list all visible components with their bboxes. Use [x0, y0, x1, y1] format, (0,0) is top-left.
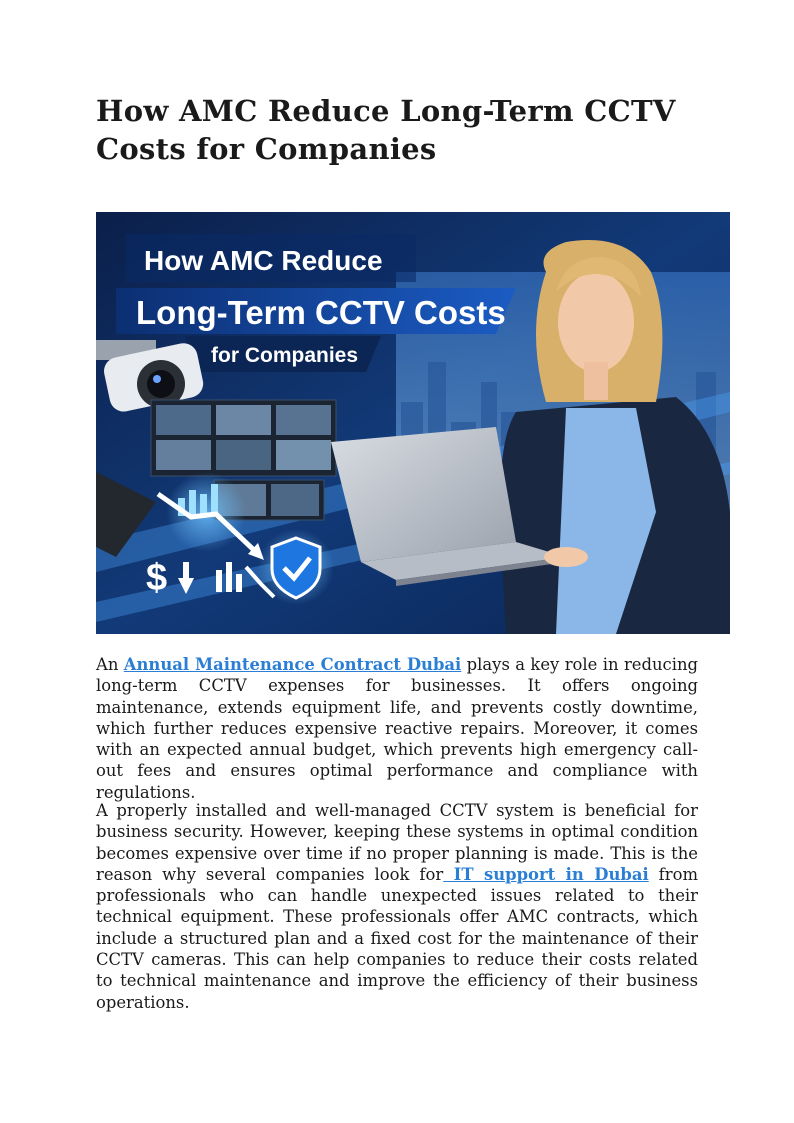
it-support-dubai-link[interactable]: IT support in Dubai [443, 864, 649, 884]
shield-check-icon [258, 529, 334, 605]
hero-title-line1: How AMC Reduce [144, 245, 383, 276]
page-title: How AMC Reduce Long-Term CCTV Costs for Companies [96, 94, 676, 166]
dollar-icon: $ [146, 557, 168, 599]
hero-title-line2: Long-Term CCTV Costs [136, 294, 506, 331]
hero-title-line3: for Companies [211, 344, 359, 367]
paragraph2-after-link: from professionals who can handle unexpected issues related to their technical equipment. These professionals offer AMC contracts, which include a structured plan and a fixed cost for the maintenance of their CCTV cameras. This can help companies to reduce their costs related to technical maintenance and improve the efficiency of their business operations. [96, 864, 698, 1012]
hero-image [96, 212, 730, 634]
paragraph1-after-link: plays a key role in reducing long-term CCTV expenses for businesses. It offers ongoing maintenance, extends equipment life, and prevents costly downtime, which further reduces expensive reactive repairs. Moreover, it comes with an expected annual budget, which prevents high emergency call-out fees and ensures optimal performance and compliance with regulations. [96, 655, 698, 802]
paragraph2-before-link: A properly installed and well-managed CCTV system is beneficial for business security. However, keeping these systems in optimal condition becomes expensive over time if no proper planning is made. This is the reason why several companies look for [96, 801, 698, 884]
intro-paragraph [96, 654, 698, 803]
second-paragraph [96, 800, 698, 1013]
paragraph1-before-link: An [96, 655, 124, 674]
annual-maintenance-contract-link[interactable]: Annual Maintenance Contract Dubai [123, 655, 462, 674]
